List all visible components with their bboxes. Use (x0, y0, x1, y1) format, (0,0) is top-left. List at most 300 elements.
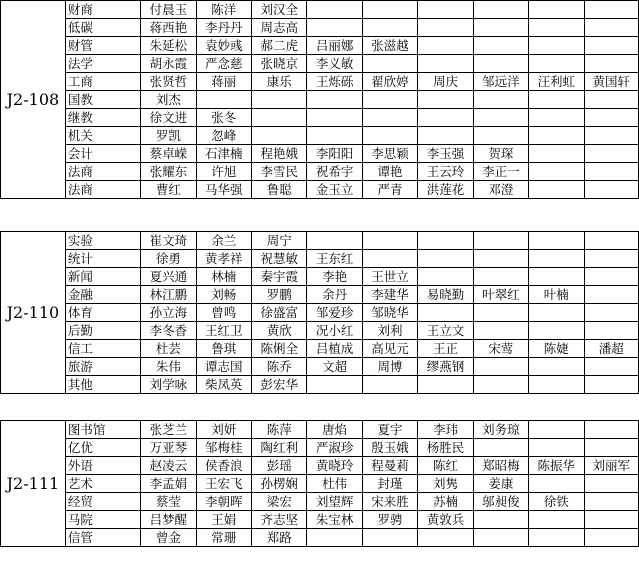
name-cell: 徐文进 (141, 109, 196, 127)
name-cell: 夏兴通 (141, 268, 196, 286)
name-cell: 黄欣 (251, 322, 306, 340)
name-cell (529, 511, 584, 529)
table-row (1, 109, 639, 127)
name-cell: 赵凌云 (141, 457, 196, 475)
department-cell: 亿优 (65, 439, 140, 457)
name-cell: 祝慧敏 (251, 250, 306, 268)
name-cell (584, 529, 638, 547)
name-cell (473, 232, 528, 250)
department-cell: 法学 (65, 55, 140, 73)
name-cell (473, 511, 528, 529)
name-cell: 周志高 (251, 19, 306, 37)
name-cell: 邓澄 (473, 181, 528, 199)
name-cell: 姜康 (473, 475, 528, 493)
name-cell (473, 19, 528, 37)
name-cell (584, 421, 638, 439)
name-cell (529, 358, 584, 376)
name-cell (584, 163, 638, 181)
name-cell: 周博 (362, 358, 417, 376)
name-cell (307, 127, 362, 145)
name-cell: 陈洋 (196, 1, 251, 19)
name-cell: 李冬香 (141, 322, 196, 340)
name-cell: 曾鸣 (196, 304, 251, 322)
name-cell (418, 127, 473, 145)
name-cell: 祝希宇 (307, 163, 362, 181)
name-cell: 谭艳 (362, 163, 417, 181)
name-cell (362, 55, 417, 73)
department-cell: 体育 (65, 304, 140, 322)
name-cell (529, 91, 584, 109)
name-cell (251, 127, 306, 145)
name-cell (473, 304, 528, 322)
name-cell: 王东红 (307, 250, 362, 268)
name-cell: 殷玉娥 (362, 439, 417, 457)
department-cell: 财商 (65, 1, 140, 19)
name-cell (529, 376, 584, 394)
name-cell: 徐盛富 (251, 304, 306, 322)
department-cell: 法商 (65, 181, 140, 199)
name-cell: 王世立 (362, 268, 417, 286)
name-cell: 郑昭梅 (473, 457, 528, 475)
name-cell (473, 127, 528, 145)
table-row (1, 19, 639, 37)
name-cell (529, 163, 584, 181)
name-cell: 潘超 (584, 340, 638, 358)
department-cell: 外语 (65, 457, 140, 475)
department-cell: 其他 (65, 376, 140, 394)
name-cell: 黄敦兵 (418, 511, 473, 529)
name-cell (362, 232, 417, 250)
name-cell: 夏宇 (362, 421, 417, 439)
name-cell (418, 91, 473, 109)
name-cell (584, 439, 638, 457)
name-cell: 李阳阳 (307, 145, 362, 163)
table-row (1, 37, 639, 55)
name-cell (473, 358, 528, 376)
name-cell (473, 268, 528, 286)
name-cell (196, 91, 251, 109)
name-cell (529, 232, 584, 250)
name-cell: 王立文 (418, 322, 473, 340)
name-cell (473, 55, 528, 73)
table-row (1, 127, 639, 145)
table-row (1, 232, 639, 250)
name-cell: 邹晓华 (362, 304, 417, 322)
name-cell: 刘汉全 (251, 1, 306, 19)
name-cell (584, 376, 638, 394)
name-cell: 忽峰 (196, 127, 251, 145)
name-cell: 宋来胜 (362, 493, 417, 511)
name-cell: 徐铁 (529, 493, 584, 511)
name-cell: 刘畅 (196, 286, 251, 304)
name-cell (362, 109, 417, 127)
name-cell: 柴凤英 (196, 376, 251, 394)
name-cell: 马华强 (196, 181, 251, 199)
name-cell: 孙楞娴 (251, 475, 306, 493)
name-cell: 叶翠红 (473, 286, 528, 304)
name-cell: 曾金 (141, 529, 196, 547)
name-cell: 邹远洋 (473, 73, 528, 91)
name-cell: 陈萍 (251, 421, 306, 439)
name-cell: 张冬 (196, 109, 251, 127)
name-cell (529, 475, 584, 493)
name-cell: 汪利虹 (529, 73, 584, 91)
name-cell: 蒋西艳 (141, 19, 196, 37)
name-cell: 唐焰 (307, 421, 362, 439)
table-row (1, 163, 639, 181)
name-cell (418, 376, 473, 394)
name-cell: 李朝晖 (196, 493, 251, 511)
name-cell: 余兰 (196, 232, 251, 250)
name-cell: 刘利 (362, 322, 417, 340)
table-row (1, 439, 639, 457)
department-cell: 信管 (65, 529, 140, 547)
name-cell: 谭志国 (196, 358, 251, 376)
department-cell: 新闻 (65, 268, 140, 286)
name-cell: 彭瑶 (251, 457, 306, 475)
name-cell: 邬昶俊 (473, 493, 528, 511)
department-cell: 图书馆 (65, 421, 140, 439)
name-cell (473, 250, 528, 268)
name-cell (584, 322, 638, 340)
name-cell: 高见元 (362, 340, 417, 358)
name-cell (418, 37, 473, 55)
name-cell (307, 109, 362, 127)
name-cell (584, 55, 638, 73)
department-cell: 会计 (65, 145, 140, 163)
table-row (1, 55, 639, 73)
name-cell: 叶楠 (529, 286, 584, 304)
name-cell: 郝二虎 (251, 37, 306, 55)
name-cell: 黄国轩 (584, 73, 638, 91)
name-cell (307, 1, 362, 19)
name-cell: 苏楠 (418, 493, 473, 511)
name-cell: 杜伟 (307, 475, 362, 493)
name-cell: 李玮 (418, 421, 473, 439)
name-cell (473, 91, 528, 109)
table-row (1, 286, 639, 304)
name-cell: 金玉立 (307, 181, 362, 199)
table-row (1, 529, 639, 547)
name-cell (584, 250, 638, 268)
department-cell: 统计 (65, 250, 140, 268)
name-cell: 张芝兰 (141, 421, 196, 439)
name-cell: 鲁聪 (251, 181, 306, 199)
name-cell (529, 181, 584, 199)
name-cell: 李孟娟 (141, 475, 196, 493)
table-row (1, 493, 639, 511)
name-cell: 余丹 (307, 286, 362, 304)
name-cell: 吕梦醒 (141, 511, 196, 529)
name-cell: 翟欣婷 (362, 73, 417, 91)
table-row (1, 457, 639, 475)
name-cell: 李玉强 (418, 145, 473, 163)
room-table-j2-110 (0, 231, 639, 394)
name-cell: 杜芸 (141, 340, 196, 358)
name-cell: 刘望辉 (307, 493, 362, 511)
department-cell: 艺术 (65, 475, 140, 493)
name-cell (362, 376, 417, 394)
name-cell: 刘杰 (141, 91, 196, 109)
name-cell: 封瑾 (362, 475, 417, 493)
name-cell: 严念慈 (196, 55, 251, 73)
name-cell: 彭宏华 (251, 376, 306, 394)
room-label: J2-111 (1, 421, 66, 547)
name-cell: 贺琛 (473, 145, 528, 163)
name-cell (584, 19, 638, 37)
name-cell (307, 376, 362, 394)
department-cell: 后勤 (65, 322, 140, 340)
name-cell (584, 37, 638, 55)
name-cell: 陈婕 (529, 340, 584, 358)
name-cell (529, 268, 584, 286)
department-cell: 实验 (65, 232, 140, 250)
name-cell: 郑路 (251, 529, 306, 547)
name-cell: 李建华 (362, 286, 417, 304)
name-cell: 梁宏 (251, 493, 306, 511)
name-cell: 张晓京 (251, 55, 306, 73)
name-cell (473, 376, 528, 394)
table-row (1, 145, 639, 163)
name-cell: 曹红 (141, 181, 196, 199)
department-cell: 低碳 (65, 19, 140, 37)
name-cell: 蔡卓嵘 (141, 145, 196, 163)
name-cell (584, 475, 638, 493)
name-cell (584, 304, 638, 322)
name-cell: 吕丽娜 (307, 37, 362, 55)
name-cell (251, 109, 306, 127)
name-cell (362, 250, 417, 268)
name-cell (307, 529, 362, 547)
name-cell: 李艳 (307, 268, 362, 286)
name-cell (584, 91, 638, 109)
name-cell: 万亚琴 (141, 439, 196, 457)
name-cell: 刘妍 (196, 421, 251, 439)
name-cell: 张滋越 (362, 37, 417, 55)
name-cell (584, 127, 638, 145)
name-cell: 陈振华 (529, 457, 584, 475)
name-cell: 杨胜民 (418, 439, 473, 457)
name-cell (529, 322, 584, 340)
name-cell (529, 55, 584, 73)
name-cell (418, 1, 473, 19)
name-cell: 刘丽军 (584, 457, 638, 475)
name-cell: 邹爱珍 (307, 304, 362, 322)
name-cell: 石津楠 (196, 145, 251, 163)
name-cell: 陶红利 (251, 439, 306, 457)
name-cell: 崔文琦 (141, 232, 196, 250)
name-cell (418, 529, 473, 547)
name-cell (418, 250, 473, 268)
table-row (1, 268, 639, 286)
name-cell: 刘务琼 (473, 421, 528, 439)
name-cell: 李思颖 (362, 145, 417, 163)
name-cell: 周宁 (251, 232, 306, 250)
table-row (1, 376, 639, 394)
department-cell: 继教 (65, 109, 140, 127)
name-cell (584, 358, 638, 376)
name-cell: 王正 (418, 340, 473, 358)
name-cell: 康乐 (251, 73, 306, 91)
name-cell: 周庆 (418, 73, 473, 91)
name-cell (584, 109, 638, 127)
name-cell: 王云玲 (418, 163, 473, 181)
name-cell (362, 529, 417, 547)
table-row (1, 304, 639, 322)
department-cell: 经贸 (65, 493, 140, 511)
name-cell (584, 232, 638, 250)
name-cell: 文超 (307, 358, 362, 376)
name-cell: 严淑珍 (307, 439, 362, 457)
name-cell: 严青 (362, 181, 417, 199)
name-cell: 王烁砾 (307, 73, 362, 91)
name-cell (418, 304, 473, 322)
table-row (1, 421, 639, 439)
name-cell: 朱延松 (141, 37, 196, 55)
table-row (1, 91, 639, 109)
name-cell: 李丹丹 (196, 19, 251, 37)
name-cell: 许旭 (196, 163, 251, 181)
name-cell: 常珊 (196, 529, 251, 547)
name-cell: 王红卫 (196, 322, 251, 340)
name-cell: 吕植成 (307, 340, 362, 358)
name-cell (529, 109, 584, 127)
name-cell: 李正一 (473, 163, 528, 181)
name-cell (529, 19, 584, 37)
table-row (1, 340, 639, 358)
name-cell: 蒋丽 (196, 73, 251, 91)
room-table-j2-111 (0, 420, 639, 547)
name-cell (529, 250, 584, 268)
table-row (1, 322, 639, 340)
name-cell (418, 232, 473, 250)
name-cell (307, 19, 362, 37)
department-cell: 金融 (65, 286, 140, 304)
department-cell: 旅游 (65, 358, 140, 376)
name-cell (251, 91, 306, 109)
name-cell: 袁妙彧 (196, 37, 251, 55)
name-cell (473, 109, 528, 127)
name-cell: 宋莺 (473, 340, 528, 358)
name-cell (362, 19, 417, 37)
name-cell: 林楠 (196, 268, 251, 286)
name-cell (584, 286, 638, 304)
name-cell: 罗骋 (362, 511, 417, 529)
name-cell: 黄孝祥 (196, 250, 251, 268)
department-cell: 法商 (65, 163, 140, 181)
room-label: J2-108 (1, 1, 66, 199)
name-cell (473, 37, 528, 55)
name-cell: 鲁琪 (196, 340, 251, 358)
name-cell (473, 439, 528, 457)
name-cell (473, 1, 528, 19)
name-cell (529, 145, 584, 163)
department-cell: 国教 (65, 91, 140, 109)
name-cell (473, 529, 528, 547)
name-cell: 罗鹏 (251, 286, 306, 304)
name-cell (418, 19, 473, 37)
name-cell: 徐勇 (141, 250, 196, 268)
name-cell: 王宏飞 (196, 475, 251, 493)
name-cell: 李雪民 (251, 163, 306, 181)
name-cell: 缪燕钢 (418, 358, 473, 376)
name-cell: 程艳娥 (251, 145, 306, 163)
name-cell (584, 181, 638, 199)
name-cell: 孙立海 (141, 304, 196, 322)
name-cell: 刘学咏 (141, 376, 196, 394)
name-cell: 张贤哲 (141, 73, 196, 91)
name-cell (307, 91, 362, 109)
name-cell: 侯香浪 (196, 457, 251, 475)
department-cell: 工商 (65, 73, 140, 91)
name-cell: 胡永霞 (141, 55, 196, 73)
name-cell: 朱宝林 (307, 511, 362, 529)
name-cell (584, 268, 638, 286)
name-cell: 陈俐全 (251, 340, 306, 358)
name-cell: 洪莲花 (418, 181, 473, 199)
name-cell: 程曼莉 (362, 457, 417, 475)
table-row (1, 358, 639, 376)
table-row (1, 250, 639, 268)
name-cell: 齐志坚 (251, 511, 306, 529)
table-row (1, 511, 639, 529)
name-cell: 况小红 (307, 322, 362, 340)
name-cell: 蔡莹 (141, 493, 196, 511)
name-cell (529, 37, 584, 55)
name-cell (362, 1, 417, 19)
name-cell: 林江鹏 (141, 286, 196, 304)
name-cell (529, 304, 584, 322)
department-cell: 财管 (65, 37, 140, 55)
name-cell (529, 529, 584, 547)
name-cell (584, 145, 638, 163)
name-cell (529, 439, 584, 457)
name-cell (473, 322, 528, 340)
name-cell (584, 1, 638, 19)
name-cell: 罗凯 (141, 127, 196, 145)
table-row (1, 475, 639, 493)
name-cell: 陈红 (418, 457, 473, 475)
name-cell (418, 109, 473, 127)
name-cell (418, 55, 473, 73)
name-cell: 陈乔 (251, 358, 306, 376)
name-cell: 黄晓玲 (307, 457, 362, 475)
table-row (1, 1, 639, 19)
name-cell (529, 1, 584, 19)
name-cell: 邹梅桂 (196, 439, 251, 457)
name-cell: 付晨玉 (141, 1, 196, 19)
table-row (1, 181, 639, 199)
name-cell: 秦宇霞 (251, 268, 306, 286)
name-cell (362, 127, 417, 145)
name-cell (362, 91, 417, 109)
name-cell (584, 493, 638, 511)
name-cell (529, 127, 584, 145)
department-cell: 机关 (65, 127, 140, 145)
department-cell: 信工 (65, 340, 140, 358)
department-cell: 马院 (65, 511, 140, 529)
name-cell (418, 268, 473, 286)
name-cell (307, 232, 362, 250)
name-cell (584, 511, 638, 529)
name-cell: 李义敏 (307, 55, 362, 73)
table-row (1, 73, 639, 91)
name-cell (529, 421, 584, 439)
name-cell: 王娟 (196, 511, 251, 529)
name-cell: 朱伟 (141, 358, 196, 376)
name-cell: 张耀东 (141, 163, 196, 181)
name-cell: 刘隽 (418, 475, 473, 493)
